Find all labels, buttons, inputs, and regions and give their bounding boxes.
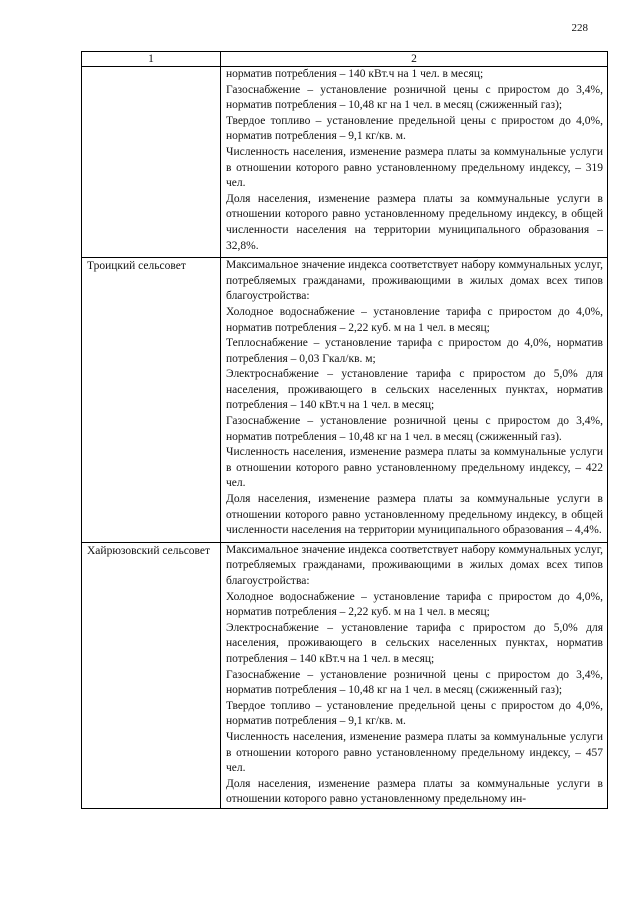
- table-header-row: [82, 52, 608, 67]
- paragraph: Доля населения, изменение размера платы за коммунальные услуги в отношении которого равно установленному предельному индексу, в общей численности населения на территории муниципального образования – 32,8%.: [226, 192, 603, 252]
- municipal-index-table: [81, 51, 608, 809]
- municipality-name-cell: Хайрюзовский сельсовет: [82, 542, 221, 808]
- table-row: [82, 258, 608, 543]
- column-header-2: 2: [221, 52, 608, 67]
- paragraph: Твердое топливо – установление предельной цены с приростом до 4,0%, норматив потребления – 9,1 кг/кв. м.: [226, 699, 603, 728]
- paragraph: Теплоснабжение – установление тарифа с приростом до 4,0%, норматив потребления – 0,03 Гкал/кв. м;: [226, 337, 603, 365]
- paragraph: Численность населения, изменение размера платы за коммунальные услуги в отношении которого равно установленному предельному индексу, – 422 чел.: [226, 446, 603, 490]
- paragraph: Холодное водоснабжение – установление тарифа с приростом до 4,0%, норматив потребления – 2,22 куб. м на 1 чел. в месяц;: [226, 305, 603, 334]
- municipality-name-cell: [82, 67, 221, 258]
- paragraph: Твердое топливо – установление предельной цены с приростом до 4,0%, норматив потребления – 9,1 кг/кв. м.: [226, 114, 603, 143]
- paragraph: Газоснабжение – установление розничной цены с приростом до 3,4%, норматив потребления – 10,48 кг на 1 чел. в месяц (сжиженный газ);: [226, 668, 603, 697]
- paragraph: Максимальное значение индекса соответствует набору коммунальных услуг, потребляемых гражданами, проживающими в жилых домах всех типов благоустройства:: [226, 543, 603, 587]
- paragraph: Электроснабжение – установление тарифа с приростом до 5,0% для населения, проживающего в сельских населенных пунктах, норматив потребления – 140 кВт.ч на 1 чел. в месяц;: [226, 368, 603, 412]
- paragraph: Доля населения, изменение размера платы за коммунальные услуги в отношении которого равно установленному предельному ин-: [226, 777, 603, 806]
- paragraph: Доля населения, изменение размера платы за коммунальные услуги в отношении которого равно установленному предельному индексу, в общей численности населения на территории муниципального образования – 4,4%.: [226, 493, 603, 537]
- paragraph: Холодное водоснабжение – установление тарифа с приростом до 4,0%, норматив потребления – 2,22 куб. м на 1 чел. в месяц;: [226, 590, 603, 619]
- paragraph: Газоснабжение – установление розничной цены с приростом до 3,4%, норматив потребления – 10,48 кг на 1 чел. в месяц (сжиженный газ).: [226, 415, 603, 443]
- paragraph: Газоснабжение – установление розничной цены с приростом до 3,4%, норматив потребления – 10,48 кг на 1 чел. в месяц (сжиженный газ);: [226, 83, 603, 112]
- table-row: [82, 542, 608, 808]
- table-row: [82, 67, 608, 258]
- municipality-name-cell: Троицкий сельсовет: [82, 258, 221, 543]
- paragraph: Численность населения, изменение размера платы за коммунальные услуги в отношении которого равно установленному предельному индексу, – 457 чел.: [226, 730, 603, 775]
- paragraph: Электроснабжение – установление тарифа с приростом до 5,0% для населения, проживающего в сельских населенных пунктах, норматив потребления – 140 кВт.ч на 1 чел. в месяц;: [226, 621, 603, 665]
- paragraph: Численность населения, изменение размера платы за коммунальные услуги в отношении которого равно установленному предельному индексу, – 319 чел.: [226, 145, 603, 190]
- paragraph: Максимальное значение индекса соответствует набору коммунальных услуг, потребляемых гражданами, проживающими в жилых домах всех типов благоустройства:: [226, 259, 603, 303]
- column-header-1: 1: [82, 52, 221, 67]
- index-description-cell: [221, 542, 608, 808]
- paragraph: норматив потребления – 140 кВт.ч на 1 чел. в месяц;: [226, 68, 484, 80]
- index-description-cell: [221, 67, 608, 258]
- page-number: 228: [571, 22, 588, 34]
- index-description-cell: [221, 258, 608, 543]
